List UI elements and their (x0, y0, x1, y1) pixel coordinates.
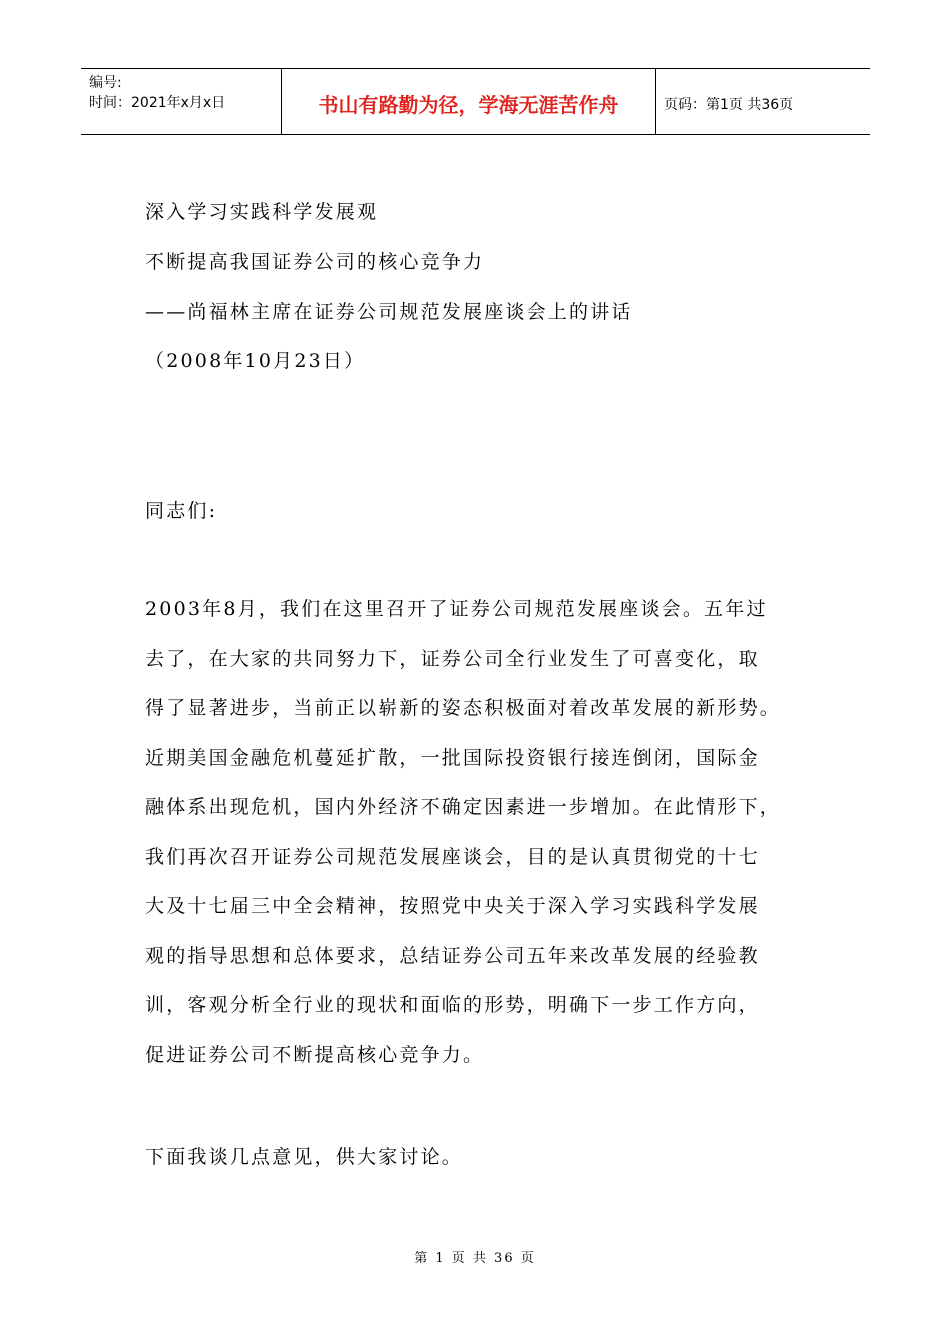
title-line-2: 不断提高我国证券公司的核心竞争力 (145, 251, 485, 273)
paragraph-line: 训，客观分析全行业的现状和面临的形势，明确下一步工作方向， (145, 994, 760, 1016)
paragraph-line: 我们再次召开证券公司规范发展座谈会，目的是认真贯彻党的十七 (145, 845, 760, 868)
title-line-3: ——尚福林主席在证券公司规范发展座谈会上的讲话 (145, 301, 633, 323)
paragraph-line: 2003年8月，我们在这里召开了证券公司规范发展座谈会。五年过 (145, 598, 768, 620)
paragraph-line: 去了，在大家的共同努力下，证券公司全行业发生了可喜变化，取 (145, 647, 760, 670)
title-date: （2008年10月23日） (145, 350, 366, 372)
paragraph-line: 融体系出现危机，国内外经济不确定因素进一步增加。在此情形下， (145, 796, 782, 818)
paragraph-1 (145, 585, 825, 1080)
header-motto: 书山有路勤为径，学海无涯苦作舟 (282, 69, 656, 134)
number-label: 编号: (89, 75, 122, 91)
paragraph-line: 观的指导思想和总体要求，总结证券公司五年来改革发展的经验教 (145, 944, 760, 967)
header-page-info: 页码：第1页 共36页 (664, 96, 794, 113)
paragraph-line: 得了显著进步，当前正以崭新的姿态积极面对着改革发展的新形势。 (145, 697, 782, 719)
paragraph-line: 大及十七届三中全会精神，按照党中央关于深入学习实践科学发展 (145, 895, 760, 917)
title-line-1: 深入学习实践科学发展观 (145, 201, 379, 223)
time-label: 时间：2021年x月x日 (89, 95, 226, 111)
header-meta (81, 69, 282, 134)
paragraph-2: 下面我谈几点意见，供大家讨论。 (145, 1146, 464, 1168)
document-header (81, 68, 870, 135)
page-footer: 第 1 页 共 36 页 (414, 1251, 536, 1266)
paragraph-line: 促进证券公司不断提高核心竞争力。 (145, 1043, 485, 1066)
salutation: 同志们: (145, 500, 218, 522)
paragraph-line: 近期美国金融危机蔓延扩散，一批国际投资银行接连倒闭，国际金 (145, 746, 760, 769)
